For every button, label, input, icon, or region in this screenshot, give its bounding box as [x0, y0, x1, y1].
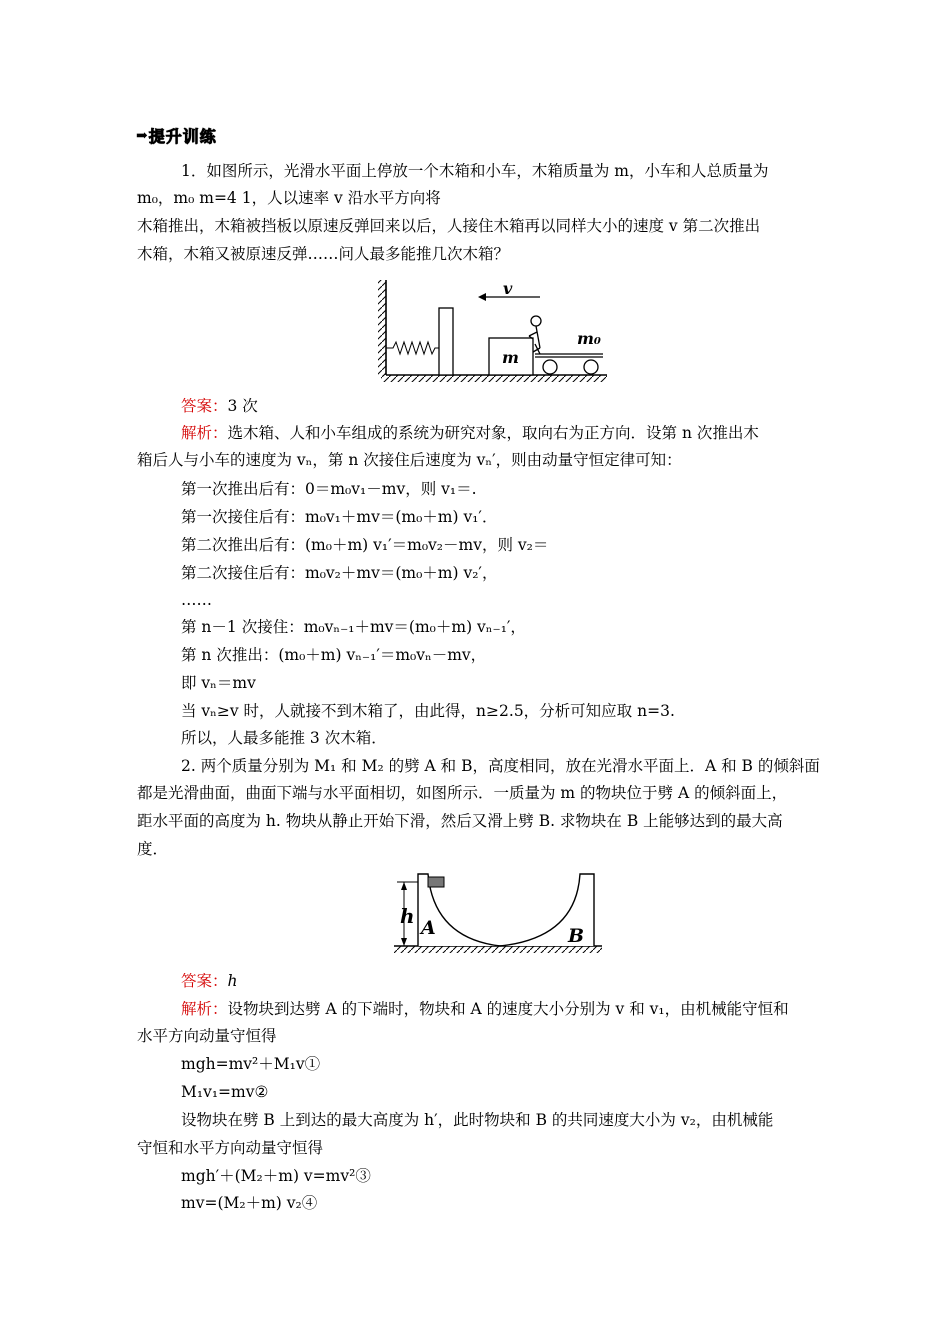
- analysis2-line: 设物块在劈 B 上到达的最大高度为 h′，此时物块和 B 的共同速度大小为 v₂，由机械能: [181, 1111, 774, 1129]
- analysis2-line: mgh′＋(M₂＋m) v=mv²③: [181, 1167, 371, 1185]
- analysis1-line: 第一次接住后有：m₀v₁＋mv＝(m₀＋m) v₁′．: [181, 508, 498, 526]
- answer-label: 答案：: [181, 397, 228, 415]
- height-label: h: [400, 904, 415, 928]
- analysis1-line: 第 n 次推出：(m₀＋m) vₙ₋₁′＝m₀vₙ－mv，: [181, 646, 487, 664]
- problem1-line: 木箱，木箱又被原速反弹……问人最多能推几次木箱？: [137, 245, 510, 263]
- analysis1-line: 即 vₙ＝mv: [181, 674, 256, 692]
- problem2-figure: [390, 866, 606, 960]
- problem2-line: 2. 两个质量分别为 M₁ 和 M₂ 的劈 A 和 B，高度相同，放在光滑水平面上．A 和 B 的倾斜面: [181, 757, 820, 775]
- problem1-line: m₀，m₀ m=4 1，人以速率 v 沿水平方向将: [137, 189, 441, 207]
- section-title: 提升训练: [148, 127, 217, 146]
- spring: [386, 342, 439, 354]
- answer-label: 答案：: [181, 972, 228, 990]
- ground: [394, 946, 602, 953]
- analysis1-line: 所以，人最多能推 3 次木箱．: [181, 729, 387, 747]
- cart: [535, 344, 603, 374]
- answer1-line: [181, 395, 258, 417]
- section-header: [136, 124, 217, 147]
- analysis2-line: M₁v₁=mv②: [181, 1083, 269, 1101]
- block: [428, 877, 444, 887]
- analysis1-line: 第二次推出后有：(m₀＋m) v₁′＝m₀v₂－mv，则 v₂＝: [181, 536, 549, 554]
- box-label: m: [502, 348, 519, 367]
- ground: [381, 375, 607, 382]
- baffle: [439, 308, 453, 375]
- analysis-text: 设物块到达劈 A 的下端时，物块和 A 的速度大小分别为 v 和 v₁，由机械能守恒和: [227, 1000, 789, 1018]
- wedge-a-label: A: [421, 917, 436, 939]
- answer-value: h: [227, 972, 238, 990]
- problem2-line: 距水平面的高度为 h. 物块从静止开始下滑，然后又滑上劈 B. 求物块在 B 上能够达到的最大高: [137, 812, 783, 830]
- analysis2-line: 水平方向动量守恒得: [137, 1027, 277, 1045]
- analysis1-line: 第 n－1 次接住：m₀vₙ₋₁＋mv＝(m₀＋m) vₙ₋₁′，: [181, 618, 526, 636]
- analysis1-line: 第二次接住后有：m₀v₂＋mv＝(m₀＋m) v₂′，: [181, 564, 498, 582]
- problem1-figure: [375, 272, 615, 384]
- problem1-line: 1．如图所示，光滑水平面上停放一个木箱和小车，木箱质量为 m，小车和人总质量为: [181, 162, 769, 180]
- answer2-line: [181, 970, 238, 992]
- analysis1-line: 第一次推出后有：0＝m₀v₁－mv，则 v₁＝.: [181, 480, 477, 498]
- analysis-text: 选木箱、人和小车组成的系统为研究对象，取向右为正方向．设第 n 次推出木: [227, 424, 759, 442]
- analysis1-line: [181, 422, 759, 444]
- analysis2-line: mv=(M₂＋m) v₂④: [181, 1194, 318, 1212]
- analysis-label: 解析：: [181, 1000, 228, 1018]
- cart-label: m₀: [577, 329, 601, 348]
- analysis2-line: [181, 998, 789, 1020]
- problem2-line: 度．: [137, 840, 169, 858]
- analysis2-line: 守恒和水平方向动量守恒得: [137, 1139, 324, 1157]
- analysis-label: 解析：: [181, 424, 228, 442]
- problem1-line: 木箱推出，木箱被挡板以原速反弹回来以后，人接住木箱再以同样大小的速度 v 第二次推出: [137, 217, 761, 235]
- wedge-b-label: B: [568, 925, 585, 947]
- problem2-line: 都是光滑曲面，曲面下端与水平面相切，如图所示．一质量为 m 的物块位于劈 A 的倾斜面上，: [137, 784, 788, 802]
- analysis2-line: mgh=mv²＋M₁v①: [181, 1055, 321, 1073]
- analysis1-line: ……: [181, 591, 212, 609]
- velocity-label: v: [503, 279, 513, 298]
- analysis1-line: 箱后人与小车的速度为 vₙ，第 n 次接住后速度为 vₙ′，则由动量守恒定律可知：: [137, 451, 682, 469]
- wall: [378, 280, 386, 376]
- answer-value: 3 次: [227, 397, 258, 415]
- analysis1-line: 当 vₙ≥v 时，人就接不到木箱了，由此得，n≥2.5，分析可知应取 n=3.: [181, 702, 675, 720]
- arrow-icon: ➡: [136, 127, 148, 144]
